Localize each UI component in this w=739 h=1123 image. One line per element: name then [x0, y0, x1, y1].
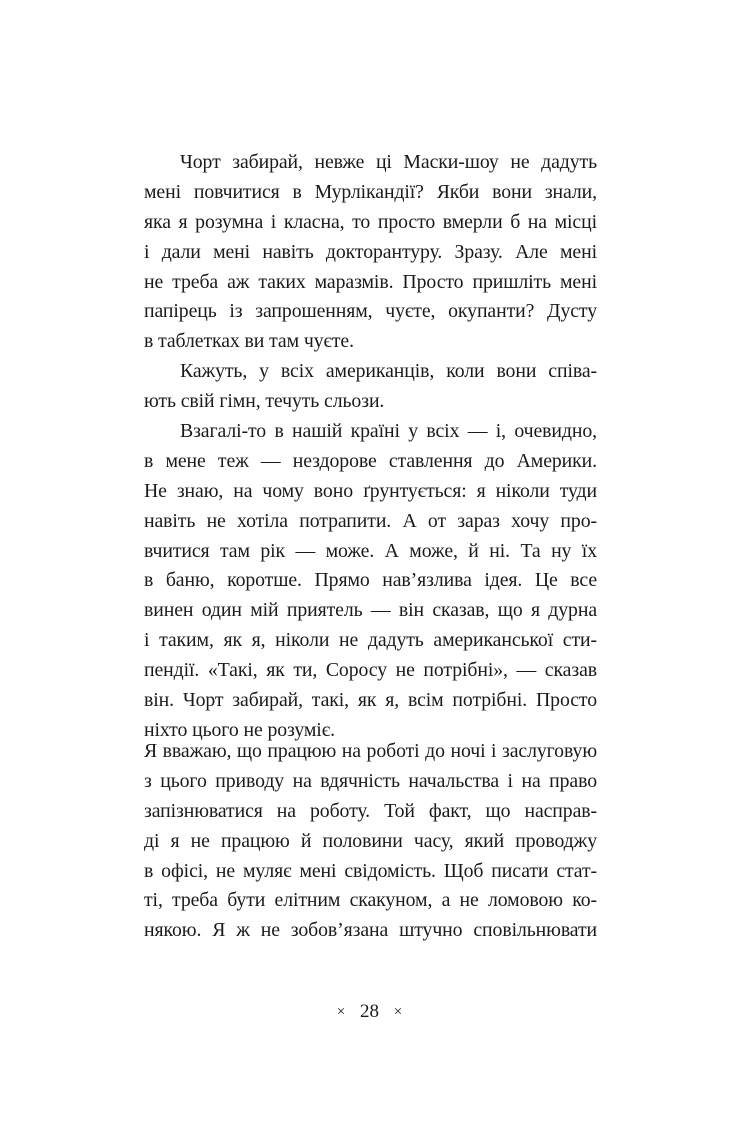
text-line: він. Чорт забирай, такі, як я, всім потрібні. Просто — [144, 689, 597, 712]
text-line: ніхто цього не розуміє. — [144, 718, 335, 741]
text-line: някою. Я ж не зобов’язана штучно сповільнювати — [144, 919, 597, 942]
text-line: Не знаю, на чому воно ґрунтується: я ніколи туди — [144, 479, 597, 502]
text-line: не треба аж таких маразмів. Просто пришліть мені — [144, 270, 597, 293]
text-line: Кажуть, у всіх американців, коли вони співа- — [180, 360, 597, 383]
text-section-1 — [144, 148, 597, 746]
text-line: навіть не хотіла потрапити. А от зараз хочу про- — [144, 509, 597, 532]
text-line: з цього приводу на вдячність начальства і на право — [144, 769, 597, 792]
text-line: Чорт забирай, невже ці Маски-шоу не дадуть — [180, 151, 597, 173]
text-line: папірець із запрошенням, чуєте, окупанти? Дусту — [144, 300, 597, 323]
page-number-value: 28 — [360, 1001, 379, 1022]
ornament-left: × — [336, 1004, 346, 1020]
text-line: яка я розумна і класна, то просто вмерли б на місці — [144, 210, 597, 233]
text-line: запізнюватися на роботу. Той факт, що насправ- — [144, 799, 597, 822]
text-line: в мене теж — нездорове ставлення до Америки. — [144, 449, 597, 472]
text-line: пендії. «Такі, як ти, Соросу не потрібні», — сказав — [144, 659, 597, 682]
text-line: винен один мій приятель — він сказав, що я дурна — [144, 599, 597, 622]
text-section-2 — [144, 737, 597, 946]
text-line: Я вважаю, що працюю на роботі до ночі і заслуговую — [144, 740, 597, 762]
text-line: і дали мені навіть докторантуру. Зразу. Але мені — [144, 240, 597, 263]
text-line: мені повчитися в Мурлікандії? Якби вони знали, — [144, 180, 597, 203]
text-line: ді я не працюю й половини часу, який проводжу — [144, 829, 597, 852]
text-line: Взагалі-то в нашій країні у всіх — і, очевидно, — [180, 420, 597, 443]
text-line: і таким, як я, ніколи не дадуть американської сти- — [144, 629, 597, 652]
text-line: ті, треба бути елітним скакуном, а не ломовою ко- — [144, 889, 597, 912]
text-line: вчитися там рік — може. А може, й ні. Та ну їх — [144, 539, 597, 562]
text-line: ють свій гімн, течуть сльози. — [144, 390, 385, 413]
text-line: в офісі, не муляє мені свідомість. Щоб писати стат- — [144, 859, 597, 882]
page-number — [0, 998, 739, 1026]
ornament-right: × — [393, 1004, 403, 1020]
text-line: в таблетках ви там чуєте. — [144, 330, 354, 353]
text-line: в баню, коротше. Прямо нав’язлива ідея. Це все — [144, 569, 597, 592]
